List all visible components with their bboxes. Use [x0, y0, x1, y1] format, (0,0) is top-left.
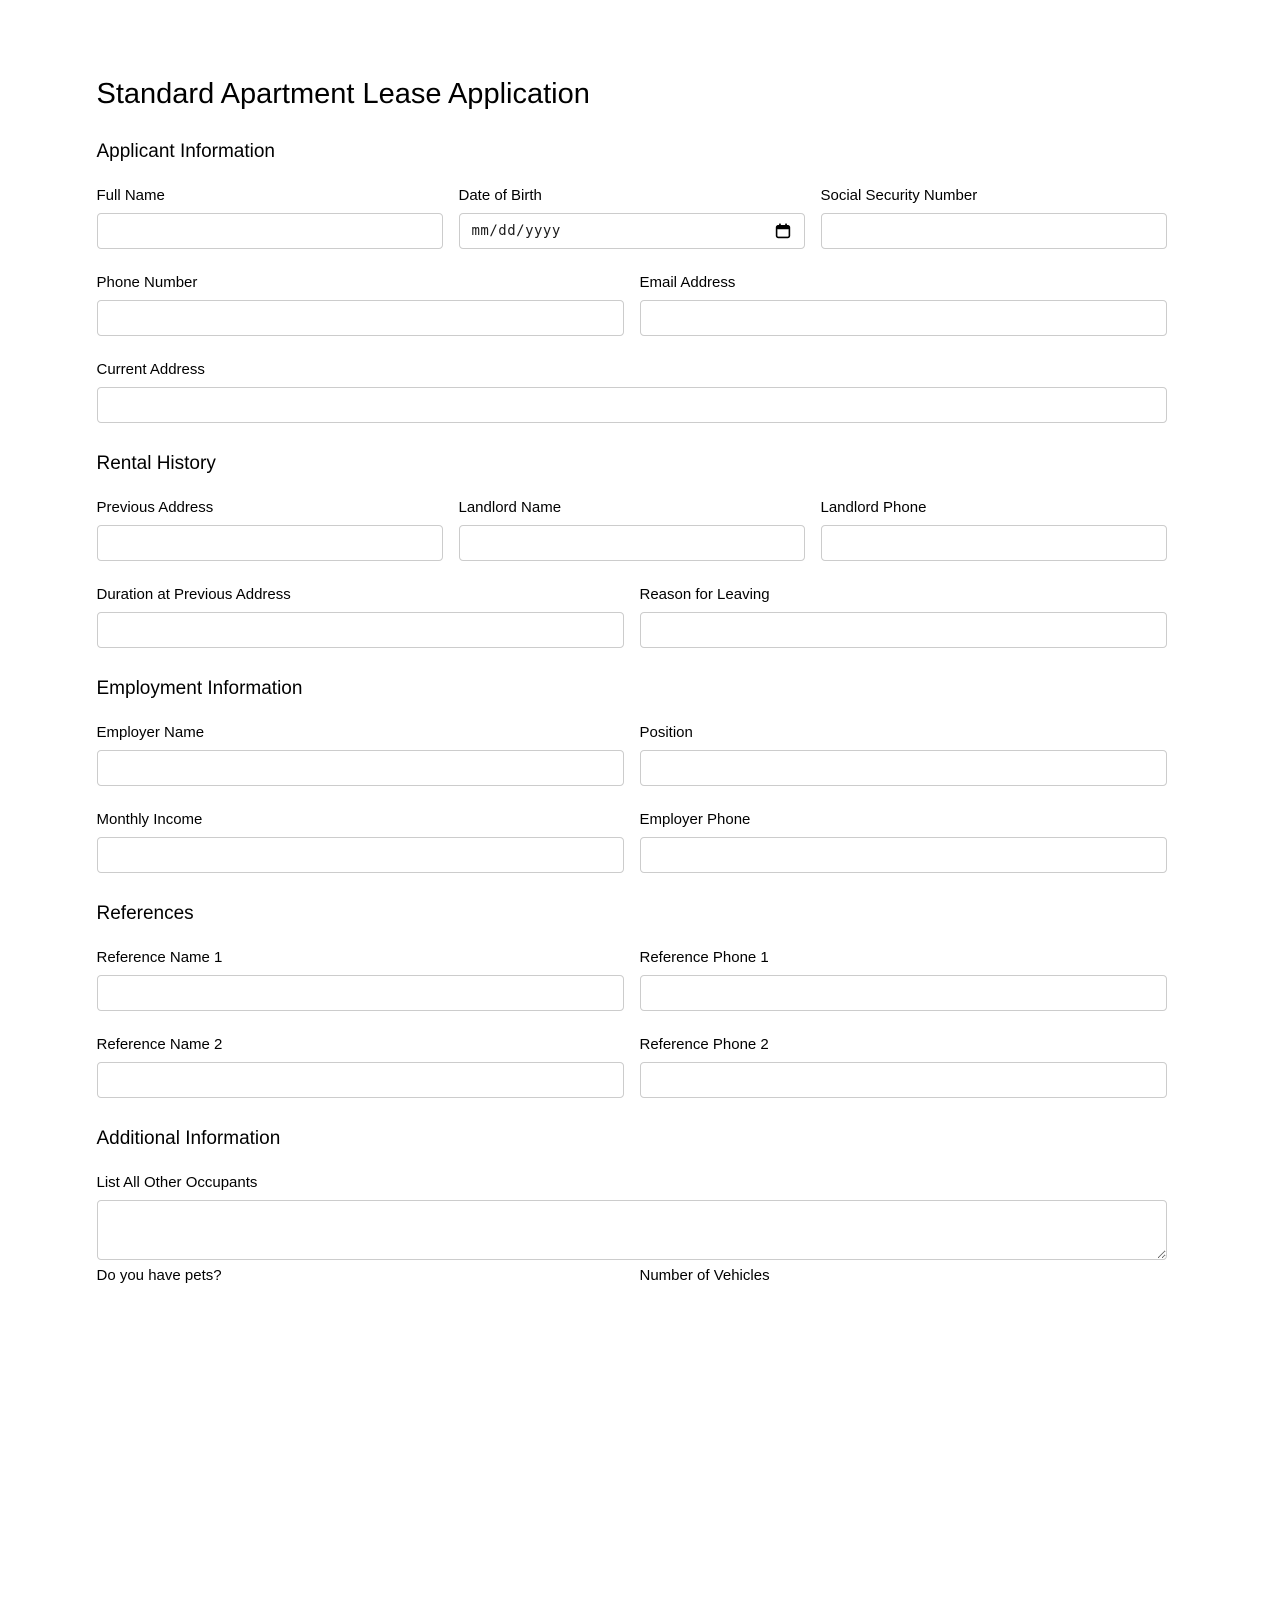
field-landlord-phone: [821, 499, 1167, 561]
social-security-number-input[interactable]: [821, 213, 1167, 249]
field-full-name: [97, 187, 443, 249]
reason-for-leaving-input[interactable]: [640, 612, 1167, 648]
field-reason-for-leaving: [640, 586, 1167, 648]
applicant-row-3: [97, 361, 1167, 423]
field-current-address: [97, 361, 1167, 423]
rental-row-2: [97, 586, 1167, 648]
page-title: Standard Apartment Lease Application: [96, 78, 590, 110]
applicant-information-heading: Applicant Information: [96, 141, 275, 162]
field-monthly-income: [97, 811, 624, 873]
field-reference-phone-2: [640, 1036, 1167, 1098]
calendar-icon[interactable]: [774, 222, 792, 240]
applicant-row-2: [97, 274, 1167, 336]
current-address-input[interactable]: [97, 387, 1167, 423]
rental-history-heading: Rental History: [96, 453, 216, 474]
reference-name-2-label: Reference Name 2: [96, 1036, 223, 1053]
current-address-label: Current Address: [96, 361, 205, 378]
employer-name-input[interactable]: [97, 750, 624, 786]
landlord-phone-label: Landlord Phone: [820, 499, 927, 516]
date-segments-placeholder[interactable]: mm/dd/yyyy: [471, 223, 561, 239]
reference-name-2-input[interactable]: [97, 1062, 624, 1098]
reference-phone-1-label: Reference Phone 1: [639, 949, 769, 966]
field-employer-name: [97, 724, 624, 786]
section-employment-information: [97, 678, 1167, 873]
phone-number-input[interactable]: [97, 300, 624, 336]
pets-label: Do you have pets?: [96, 1267, 222, 1284]
landlord-phone-input[interactable]: [821, 525, 1167, 561]
duration-previous-address-input[interactable]: [97, 612, 624, 648]
field-previous-address: [97, 499, 443, 561]
field-reference-name-1: [97, 949, 624, 1011]
field-position: [640, 724, 1167, 786]
additional-row-2: [97, 1267, 1167, 1293]
monthly-income-input[interactable]: [97, 837, 624, 873]
position-input[interactable]: [640, 750, 1167, 786]
employer-phone-input[interactable]: [640, 837, 1167, 873]
field-social-security-number: [821, 187, 1167, 249]
references-heading: References: [96, 903, 194, 924]
reference-phone-2-label: Reference Phone 2: [639, 1036, 769, 1053]
landlord-name-input[interactable]: [459, 525, 805, 561]
employment-information-heading: Employment Information: [96, 678, 303, 699]
additional-row-1: [97, 1174, 1167, 1260]
employment-row-2: [97, 811, 1167, 873]
applicant-row-1: [97, 187, 1167, 249]
reason-for-leaving-label: Reason for Leaving: [639, 586, 770, 603]
additional-information-heading: Additional Information: [96, 1128, 281, 1149]
landlord-name-label: Landlord Name: [458, 499, 562, 516]
field-number-of-vehicles: [640, 1267, 1167, 1293]
reference-name-1-label: Reference Name 1: [96, 949, 223, 966]
section-references: [97, 903, 1167, 1098]
field-landlord-name: [459, 499, 805, 561]
section-rental-history: [97, 453, 1167, 648]
employer-phone-label: Employer Phone: [639, 811, 751, 828]
previous-address-input[interactable]: [97, 525, 443, 561]
field-duration-previous-address: [97, 586, 624, 648]
lease-application-form: [97, 0, 1167, 1293]
position-label: Position: [639, 724, 693, 741]
duration-previous-address-label: Duration at Previous Address: [96, 586, 291, 603]
section-applicant-information: [97, 141, 1167, 423]
field-reference-name-2: [97, 1036, 624, 1098]
email-address-label: Email Address: [639, 274, 736, 291]
reference-phone-2-input[interactable]: [640, 1062, 1167, 1098]
date-of-birth-input[interactable]: [459, 213, 805, 249]
reference-name-1-input[interactable]: [97, 975, 624, 1011]
reference-phone-1-input[interactable]: [640, 975, 1167, 1011]
number-of-vehicles-label: Number of Vehicles: [639, 1267, 770, 1284]
field-reference-phone-1: [640, 949, 1167, 1011]
references-row-2: [97, 1036, 1167, 1098]
other-occupants-textarea[interactable]: [97, 1200, 1167, 1260]
field-email-address: [640, 274, 1167, 336]
full-name-input[interactable]: [97, 213, 443, 249]
full-name-label: Full Name: [96, 187, 165, 204]
references-row-1: [97, 949, 1167, 1011]
field-other-occupants: [97, 1174, 1167, 1260]
field-phone-number: [97, 274, 624, 336]
other-occupants-label: List All Other Occupants: [96, 1174, 258, 1191]
date-of-birth-label: Date of Birth: [458, 187, 542, 204]
employer-name-label: Employer Name: [96, 724, 205, 741]
monthly-income-label: Monthly Income: [96, 811, 203, 828]
previous-address-label: Previous Address: [96, 499, 214, 516]
field-pets: [97, 1267, 624, 1293]
field-employer-phone: [640, 811, 1167, 873]
field-date-of-birth: [459, 187, 805, 249]
phone-number-label: Phone Number: [96, 274, 198, 291]
section-additional-information: [97, 1128, 1167, 1293]
rental-row-1: [97, 499, 1167, 561]
social-security-number-label: Social Security Number: [820, 187, 978, 204]
email-address-input[interactable]: [640, 300, 1167, 336]
employment-row-1: [97, 724, 1167, 786]
